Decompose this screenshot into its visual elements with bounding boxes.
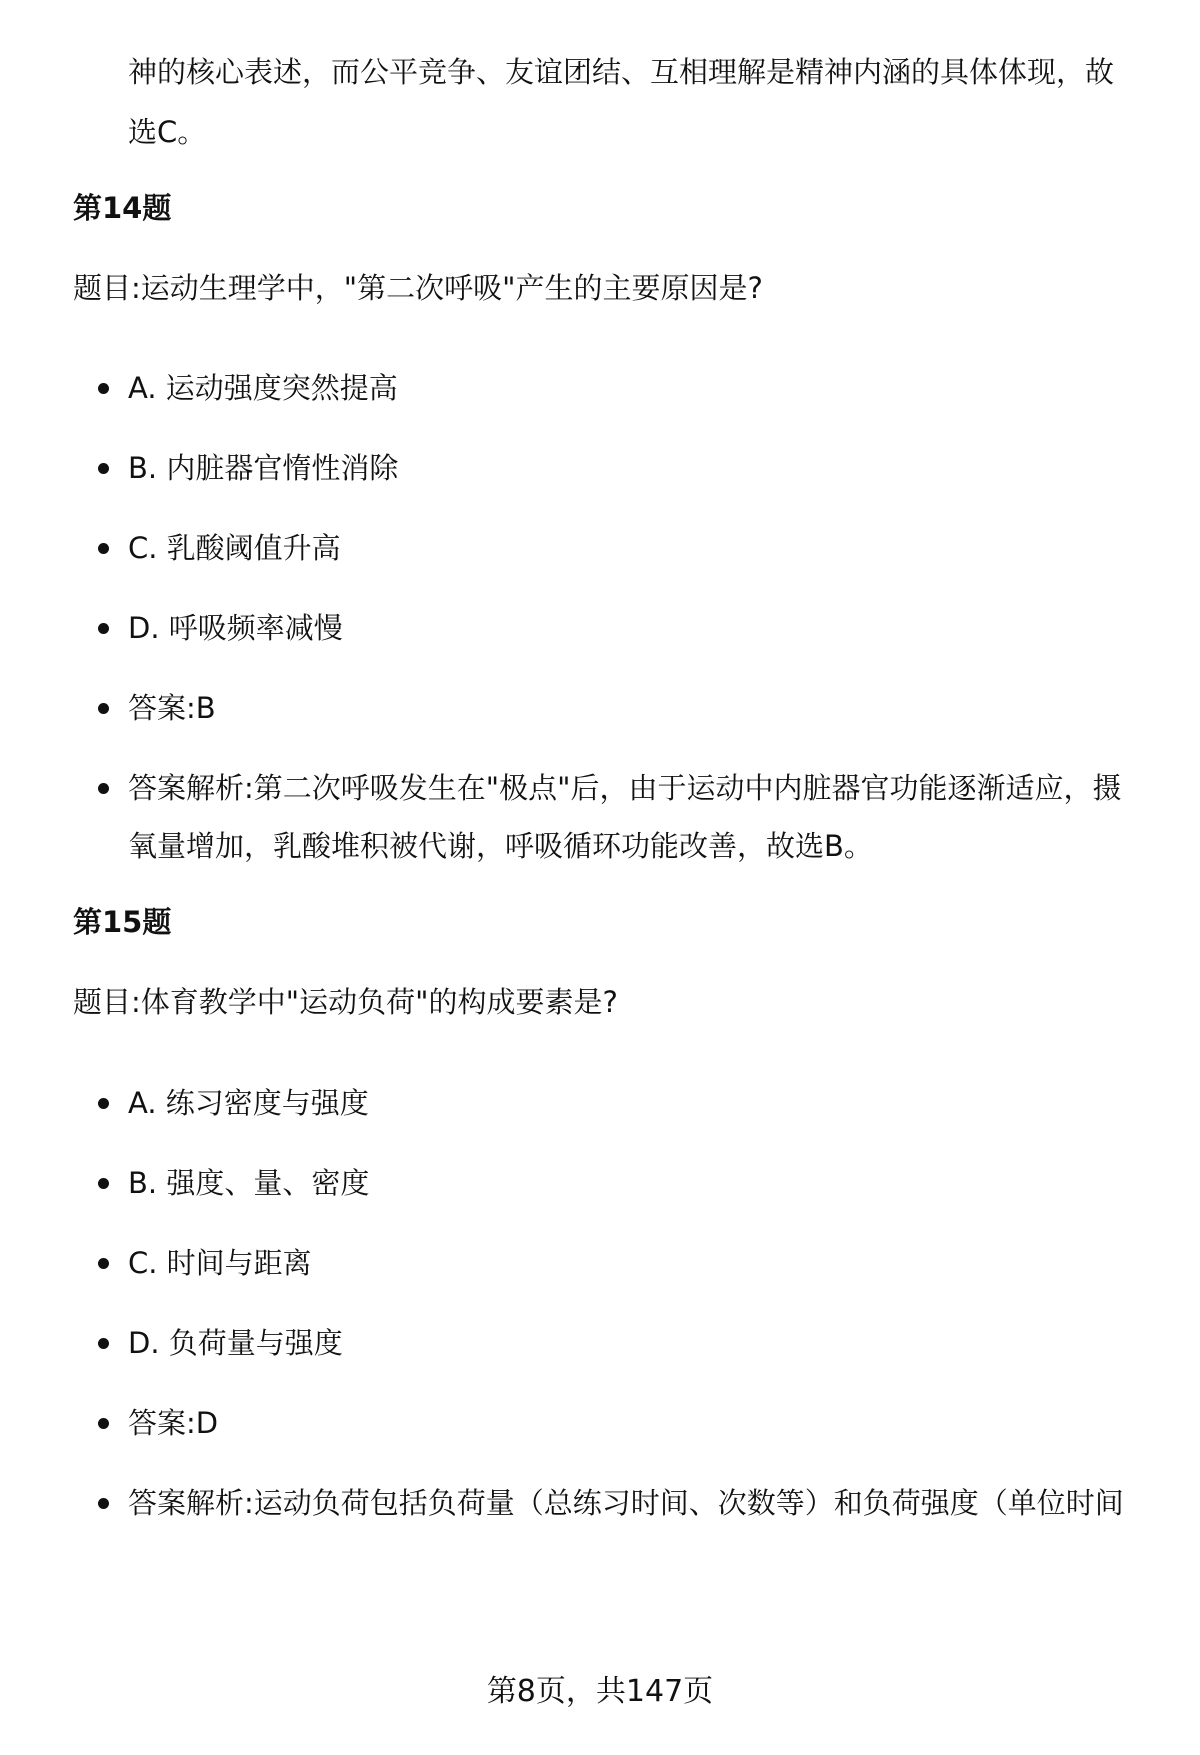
- question-15-answer: 答案:D: [128, 1406, 219, 1440]
- question-15-heading: 第15题: [73, 905, 172, 939]
- question-14-option-c: C. 乳酸阈值升高: [128, 531, 341, 565]
- question-15-option-b: B. 强度、量、密度: [128, 1166, 370, 1200]
- bullet-icon: [98, 1418, 109, 1429]
- question-14-option-b: B. 内脏器官惰性消除: [128, 451, 399, 485]
- bullet-icon: [98, 703, 109, 714]
- question-14-option-a: A. 运动强度突然提高: [128, 371, 398, 405]
- bullet-icon: [98, 1498, 109, 1509]
- bullet-icon: [98, 1098, 109, 1109]
- bullet-icon: [98, 543, 109, 554]
- page-number-footer: 第8页，共147页: [486, 1674, 714, 1709]
- question-15-option-d: D. 负荷量与强度: [128, 1326, 343, 1360]
- question-15-option-a: A. 练习密度与强度: [128, 1086, 369, 1120]
- question-14-option-d: D. 呼吸频率减慢: [128, 611, 343, 645]
- bullet-icon: [98, 623, 109, 634]
- bullet-icon: [98, 463, 109, 474]
- question-14-stem: 题目:运动生理学中，"第二次呼吸"产生的主要原因是?: [73, 271, 763, 305]
- bullet-icon: [98, 1338, 109, 1349]
- bullet-icon: [98, 1258, 109, 1269]
- question-15-stem: 题目:体育教学中"运动负荷"的构成要素是?: [73, 985, 618, 1019]
- question-15-explanation-line-1: 答案解析:运动负荷包括负荷量（总练习时间、次数等）和负荷强度（单位时间: [128, 1486, 1124, 1520]
- question-14-explanation-line-2: 氧量增加，乳酸堆积被代谢，呼吸循环功能改善，故选B。: [128, 829, 873, 863]
- prev-explanation-line-2: 选C。: [128, 115, 207, 149]
- bullet-icon: [98, 383, 109, 394]
- question-14-explanation-line-1: 答案解析:第二次呼吸发生在"极点"后，由于运动中内脏器官功能逐渐适应，摄: [128, 771, 1122, 805]
- bullet-icon: [98, 1178, 109, 1189]
- question-14-heading: 第14题: [73, 191, 172, 225]
- question-14-answer: 答案:B: [128, 691, 216, 725]
- prev-explanation-line-1: 神的核心表述，而公平竞争、友谊团结、互相理解是精神内涵的具体体现，故: [128, 55, 1115, 89]
- bullet-icon: [98, 783, 109, 794]
- question-15-option-c: C. 时间与距离: [128, 1246, 312, 1280]
